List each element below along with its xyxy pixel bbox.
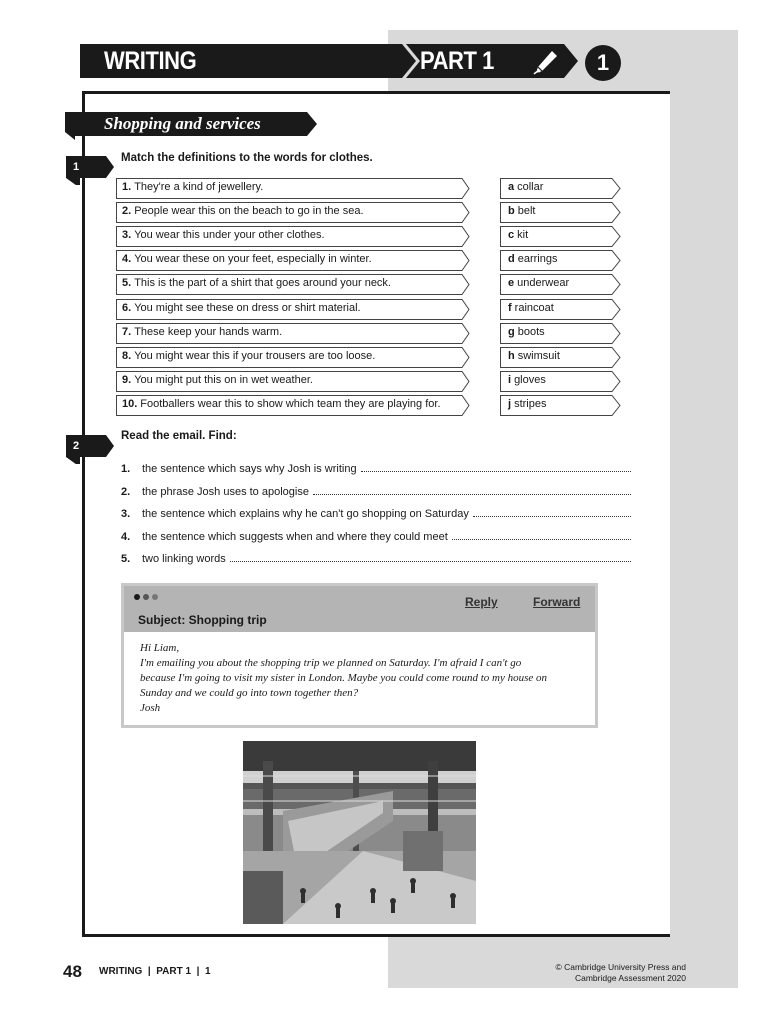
word-letter: b [508, 205, 515, 218]
word-text [508, 398, 546, 410]
exercise-2-number: 2 [72, 440, 80, 452]
definition-text [122, 398, 441, 410]
section-title: Shopping and services [104, 114, 261, 133]
word-text [508, 205, 535, 217]
word-letter: a [508, 181, 515, 193]
definition-label: This is the part of a shirt that goes around your neck. [134, 277, 391, 290]
email-subject: Subject: Shopping trip [138, 613, 267, 627]
definition-text [122, 229, 325, 241]
find-item-number: 5. [121, 553, 131, 565]
definition-row [116, 395, 469, 416]
window-dot-icon [134, 594, 140, 600]
definition-label: You wear these on your feet, especially in winter. [134, 253, 372, 266]
word-option [500, 250, 622, 271]
unit-number: 1 [596, 50, 610, 75]
answer-line[interactable] [452, 539, 631, 540]
pen-icon [530, 48, 560, 76]
copyright-line: Cambridge Assessment 2020 [574, 973, 686, 983]
word-label: stripes [514, 397, 547, 410]
word-label: swimsuit [517, 349, 560, 362]
definition-label: Footballers wear this to show which team they are playing for. [140, 397, 441, 410]
definition-row [116, 299, 469, 320]
find-item-number: 1. [121, 463, 131, 475]
definition-label: They're a kind of jewellery. [134, 181, 264, 193]
find-item-text: the sentence which says why Josh is writing [142, 463, 357, 475]
definition-text [122, 181, 263, 193]
word-option [500, 178, 622, 199]
word-label: boots [517, 325, 545, 338]
email-header-bar [124, 586, 595, 632]
copyright-notice [500, 962, 686, 984]
email-body-line: because I'm going to visit my sister in London. Maybe you could come round to my house on [140, 672, 548, 684]
word-label: belt [517, 205, 536, 218]
definition-text [122, 326, 282, 338]
find-item [121, 482, 631, 498]
definition-label: You might put this on in wet weather. [134, 373, 313, 386]
email-window [121, 583, 598, 728]
definition-number: 5. [122, 277, 132, 290]
definition-number: 3. [122, 229, 132, 242]
answer-line[interactable] [473, 516, 631, 517]
word-option [500, 226, 622, 247]
copyright-line: © Cambridge University Press and [555, 962, 686, 972]
definition-label: People wear this on the beach to go in the sea. [134, 205, 364, 218]
word-text [508, 350, 560, 362]
definition-number: 4. [122, 253, 132, 266]
email-body-line: Hi Liam, [140, 642, 180, 654]
word-option [500, 347, 622, 368]
find-item-text: the sentence which suggests when and where they could meet [142, 530, 448, 543]
find-item [121, 549, 631, 565]
word-label: kit [517, 229, 529, 242]
definition-row [116, 250, 469, 271]
find-item-number: 2. [121, 485, 131, 498]
word-letter: d [508, 253, 515, 266]
definition-row [116, 347, 469, 368]
word-label: raincoat [514, 301, 554, 314]
definition-text [122, 253, 372, 265]
definition-row [116, 323, 469, 344]
find-item [121, 459, 631, 475]
definition-number: 6. [122, 301, 132, 314]
definition-number: 10. [122, 397, 138, 410]
word-letter: j [508, 397, 512, 410]
word-label: earrings [517, 253, 558, 266]
email-body [140, 641, 585, 716]
find-item-text: two linking words [142, 553, 226, 565]
header-part-title: PART 1 [420, 47, 494, 75]
window-dot-icon [143, 594, 149, 600]
word-text [508, 326, 545, 338]
word-text [508, 253, 557, 265]
answer-line[interactable] [230, 561, 631, 562]
word-label: collar [517, 181, 544, 193]
email-body-line: Josh [140, 702, 161, 714]
email-body-line: Sunday and we could go into town together then? [140, 687, 359, 699]
definition-number: 9. [122, 373, 132, 386]
definition-number: 2. [122, 205, 132, 218]
definition-label: You might see these on dress or shirt material. [134, 301, 361, 314]
definition-row [116, 202, 469, 223]
word-text [508, 229, 528, 241]
exercise-1-instruction: Match the definitions to the words for clothes. [121, 152, 373, 164]
definition-text [122, 205, 364, 217]
answer-line[interactable] [361, 471, 631, 472]
definition-row [116, 371, 469, 392]
window-dot-icon [152, 594, 158, 600]
find-item [121, 527, 631, 543]
word-text [508, 374, 546, 386]
word-letter: i [508, 373, 512, 386]
word-text [508, 181, 543, 193]
exercise-1-number: 1 [72, 161, 80, 173]
word-letter: c [508, 229, 515, 242]
word-label: gloves [514, 373, 546, 386]
find-item-number: 4. [121, 530, 131, 543]
page-number: 48 [63, 962, 82, 981]
definition-text [122, 350, 375, 362]
definition-row [116, 274, 469, 295]
word-option [500, 323, 622, 344]
definition-number: 1. [122, 181, 132, 193]
definition-number: 7. [122, 325, 132, 338]
word-text [508, 277, 569, 289]
find-item-text: the phrase Josh uses to apologise [142, 485, 309, 498]
definition-text [122, 374, 313, 386]
word-option [500, 371, 622, 392]
word-label: underwear [517, 277, 570, 290]
forward-link[interactable]: Forward [533, 595, 581, 609]
definition-row [116, 178, 469, 199]
reply-link[interactable]: Reply [465, 595, 498, 609]
definition-number: 8. [122, 349, 132, 362]
definition-text [122, 302, 361, 314]
definition-label: You wear this under your other clothes. [134, 229, 325, 242]
word-option [500, 299, 622, 320]
definition-text [122, 277, 391, 289]
definition-label: You might wear this if your trousers are too loose. [134, 349, 376, 362]
email-body-line: I'm emailing you about the shopping trip we planned on Saturday. I'm afraid I can't go [140, 657, 522, 669]
definition-label: These keep your hands warm. [134, 325, 283, 338]
word-letter: f [508, 301, 512, 314]
find-item-text: the sentence which explains why he can't go shopping on Saturday [142, 508, 469, 520]
definition-row [116, 226, 469, 247]
answer-line[interactable] [313, 494, 631, 495]
word-letter: e [508, 277, 515, 290]
word-letter: h [508, 349, 515, 362]
find-item [121, 504, 631, 520]
header-section-title: WRITING [104, 47, 197, 75]
find-item-number: 3. [121, 508, 131, 520]
word-text [508, 302, 554, 314]
shopping-mall-photo [243, 741, 476, 924]
exercise-2-instruction: Read the email. Find: [121, 430, 237, 442]
word-letter: g [508, 325, 515, 338]
word-option [500, 202, 622, 223]
footer-section-label: WRITING | PART 1 | 1 [99, 966, 211, 977]
word-option [500, 395, 622, 416]
word-option [500, 274, 622, 295]
